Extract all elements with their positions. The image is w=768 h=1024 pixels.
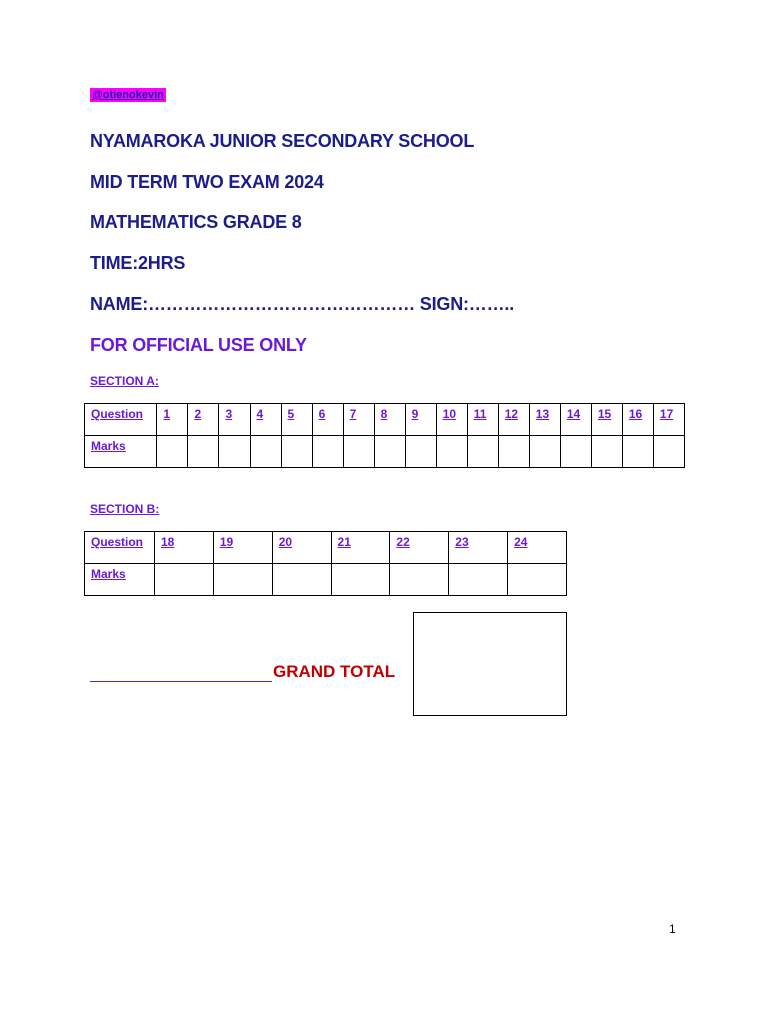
question-number: 23 [449,532,508,564]
marks-cell[interactable] [343,436,374,468]
question-number: 15 [591,404,622,436]
marks-cell[interactable] [374,436,405,468]
question-number: 2 [188,404,219,436]
marks-cell[interactable] [331,564,390,596]
table-row [85,404,685,436]
marks-header: Marks [85,436,157,468]
marks-cell[interactable] [653,436,684,468]
question-number: 16 [622,404,653,436]
marks-cell[interactable] [188,436,219,468]
exam-title: MID TERM TWO EXAM 2024 [90,172,324,192]
marks-cell[interactable] [498,436,529,468]
exam-time: TIME:2HRS [90,253,186,273]
question-number: 8 [374,404,405,436]
question-number: 18 [154,532,213,564]
marks-cell[interactable] [272,564,331,596]
marks-cell[interactable] [622,436,653,468]
question-number: 3 [219,404,250,436]
marks-cell[interactable] [250,436,281,468]
marks-cell[interactable] [529,436,560,468]
page-number: 1 [669,922,676,936]
question-number: 17 [653,404,684,436]
question-number: 6 [312,404,343,436]
question-number: 9 [405,404,436,436]
marks-cell[interactable] [405,436,436,468]
section-b-label: SECTION B: [90,502,160,516]
question-number: 1 [157,404,188,436]
marks-cell[interactable] [312,436,343,468]
marks-cell[interactable] [560,436,591,468]
question-number: 12 [498,404,529,436]
marks-cell[interactable] [219,436,250,468]
table-row [85,564,567,596]
section-b-marks-table [84,531,567,596]
marks-cell[interactable] [390,564,449,596]
official-use-heading: FOR OFFICIAL USE ONLY [90,335,307,355]
subject-title: MATHEMATICS GRADE 8 [90,212,302,232]
question-number: 24 [508,532,567,564]
table-row [85,436,685,468]
question-number: 11 [467,404,498,436]
question-number: 4 [250,404,281,436]
question-number: 19 [213,532,272,564]
marks-cell[interactable] [436,436,467,468]
table-row [85,532,567,564]
marks-cell[interactable] [154,564,213,596]
name-sign-line[interactable]: NAME:……………………………………… SIGN:…….. [90,294,514,314]
marks-cell[interactable] [157,436,188,468]
marks-cell[interactable] [467,436,498,468]
marks-cell[interactable] [449,564,508,596]
grand-total-label: GRAND TOTAL [273,662,396,681]
section-a-marks-table [84,403,685,468]
question-number: 20 [272,532,331,564]
question-header: Question [85,532,155,564]
grand-total-underline [90,681,272,682]
question-header: Question [85,404,157,436]
marks-cell[interactable] [508,564,567,596]
question-number: 7 [343,404,374,436]
question-number: 21 [331,532,390,564]
question-number: 10 [436,404,467,436]
marks-cell[interactable] [213,564,272,596]
grand-total-box[interactable] [413,612,567,716]
school-name: NYAMAROKA JUNIOR SECONDARY SCHOOL [90,131,475,151]
marks-cell[interactable] [281,436,312,468]
author-handle: @otienokevin [92,89,164,101]
marks-cell[interactable] [591,436,622,468]
marks-header: Marks [85,564,155,596]
question-number: 22 [390,532,449,564]
question-number: 13 [529,404,560,436]
question-number: 14 [560,404,591,436]
question-number: 5 [281,404,312,436]
section-a-label: SECTION A: [90,374,159,388]
